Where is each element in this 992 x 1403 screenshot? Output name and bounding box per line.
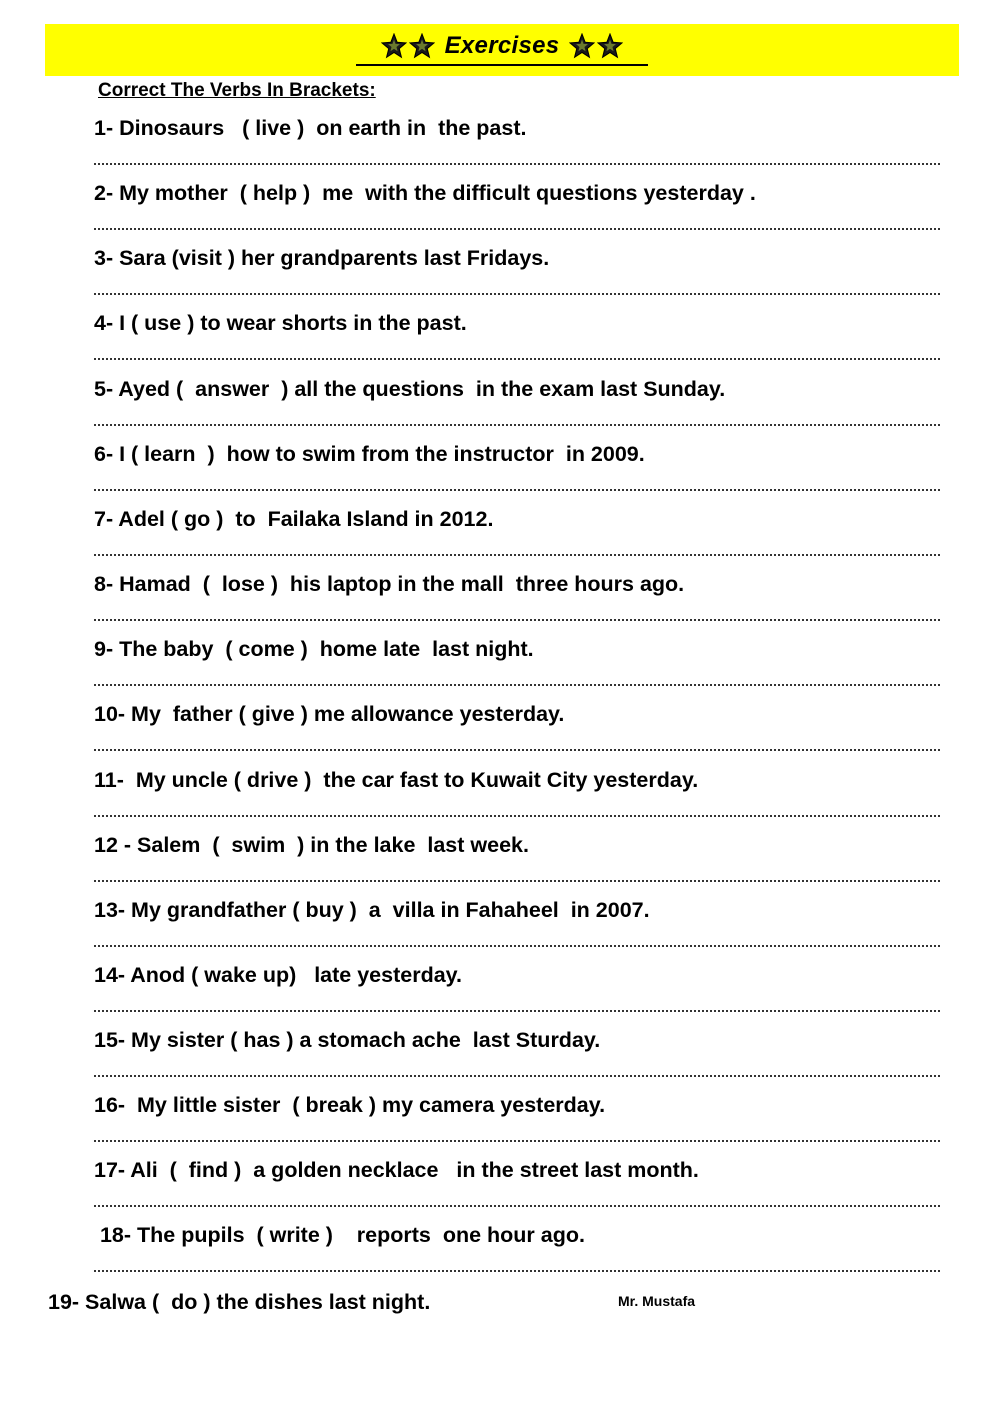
answer-line-13[interactable] (94, 945, 940, 947)
question-1: 1- Dinosaurs ( live ) on earth in the past. (94, 116, 527, 140)
answer-line-14[interactable] (94, 1010, 940, 1012)
star-icon (381, 33, 407, 59)
question-18: 18- The pupils ( write ) reports one hour ago. (94, 1223, 585, 1247)
left-stars (381, 33, 435, 59)
answer-line-16[interactable] (94, 1140, 940, 1142)
question-19: 19- Salwa ( do ) the dishes last night. (48, 1290, 431, 1314)
answer-line-17[interactable] (94, 1205, 940, 1207)
answer-line-18[interactable] (94, 1270, 940, 1272)
answer-line-15[interactable] (94, 1075, 940, 1077)
page-title (356, 28, 648, 66)
answer-line-9[interactable] (94, 684, 940, 686)
question-12: 12 - Salem ( swim ) in the lake last week. (94, 833, 529, 857)
answer-line-11[interactable] (94, 815, 940, 817)
question-3: 3- Sara (visit ) her grandparents last Fridays. (94, 246, 550, 270)
question-15: 15- My sister ( has ) a stomach ache last Sturday. (94, 1028, 601, 1052)
star-icon (597, 33, 623, 59)
question-10: 10- My father ( give ) me allowance yesterday. (94, 702, 565, 726)
answer-line-2[interactable] (94, 228, 940, 230)
question-5: 5- Ayed ( answer ) all the questions in the exam last Sunday. (94, 377, 726, 401)
question-17: 17- Ali ( find ) a golden necklace in the street last month. (94, 1158, 699, 1182)
question-14: 14- Anod ( wake up) late yesterday. (94, 963, 462, 987)
answer-line-5[interactable] (94, 424, 940, 426)
answer-line-3[interactable] (94, 293, 940, 295)
question-8: 8- Hamad ( lose ) his laptop in the mall three hours ago. (94, 572, 685, 596)
question-16: 16- My little sister ( break ) my camera yesterday. (94, 1093, 606, 1117)
answer-line-1[interactable] (94, 163, 940, 165)
question-11: 11- My uncle ( drive ) the car fast to Kuwait City yesterday. (94, 768, 699, 792)
question-13: 13- My grandfather ( buy ) a villa in Fahaheel in 2007. (94, 898, 650, 922)
question-7: 7- Adel ( go ) to Failaka Island in 2012. (94, 507, 494, 531)
answer-line-12[interactable] (94, 880, 940, 882)
answer-line-8[interactable] (94, 619, 940, 621)
question-2: 2- My mother ( help ) me with the difficult questions yesterday . (94, 181, 756, 205)
question-4: 4- I ( use ) to wear shorts in the past. (94, 311, 467, 335)
star-icon (409, 33, 435, 59)
answer-line-7[interactable] (94, 554, 940, 556)
answer-line-10[interactable] (94, 749, 940, 751)
answer-line-6[interactable] (94, 489, 940, 491)
instruction-heading: Correct The Verbs In Brackets: (98, 80, 376, 101)
star-icon (569, 33, 595, 59)
answer-line-4[interactable] (94, 358, 940, 360)
question-9: 9- The baby ( come ) home late last night. (94, 637, 534, 661)
title-text: Exercises (444, 32, 560, 59)
right-stars (569, 33, 623, 59)
question-6: 6- I ( learn ) how to swim from the instructor in 2009. (94, 442, 645, 466)
teacher-signature: Mr. Mustafa (618, 1293, 696, 1309)
